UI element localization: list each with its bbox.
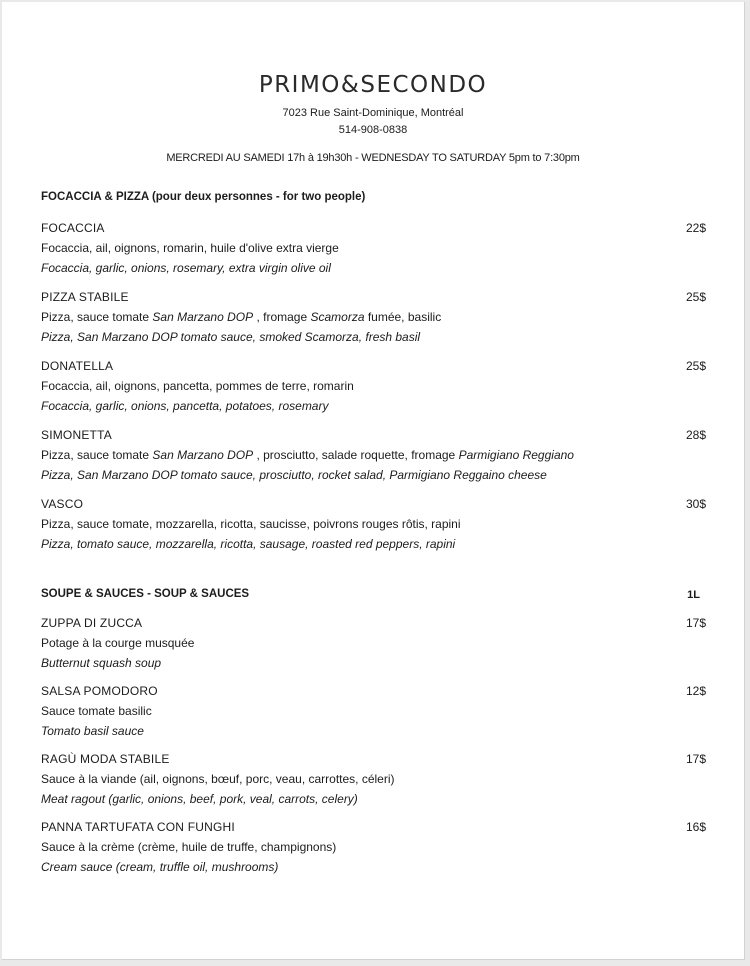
item-description-en: Pizza, San Marzano DOP tomato sauce, smoked Scamorza, fresh basil <box>41 330 421 344</box>
item-name: FOCACCIA <box>41 221 105 235</box>
item-price: 17$ <box>685 752 706 766</box>
item-description-fr: Focaccia, ail, oignons, romarin, huile d'olive extra vierge <box>41 241 339 255</box>
restaurant-phone: 514-908-0838 <box>338 124 408 136</box>
item-name: SIMONETTA <box>41 428 112 442</box>
item-price: 17$ <box>685 616 706 630</box>
item-name: ZUPPA DI ZUCCA <box>41 616 143 630</box>
menu-page <box>2 2 745 960</box>
item-description-fr: Sauce à la viande (ail, oignons, bœuf, porc, veau, carrottes, céleri) <box>41 772 395 786</box>
menu-item <box>41 290 706 344</box>
item-price: 25$ <box>685 290 706 304</box>
item-description-fr: Sauce à la crème (crème, huile de truffe, champignons) <box>41 840 337 854</box>
item-price: 30$ <box>685 497 706 511</box>
section-title-soup-sauces: SOUPE & SAUCES - SOUP & SAUCES <box>41 588 250 600</box>
item-name: DONATELLA <box>41 359 114 373</box>
menu-item <box>41 616 706 670</box>
item-name: PANNA TARTUFATA CON FUNGHI <box>41 820 235 834</box>
item-description-en: Cream sauce (cream, truffle oil, mushrooms) <box>41 860 279 874</box>
item-description-fr: Sauce tomate basilic <box>41 704 152 718</box>
menu-item <box>41 221 706 275</box>
item-price: 12$ <box>685 684 706 698</box>
item-description-en: Focaccia, garlic, onions, rosemary, extra virgin olive oil <box>41 261 331 275</box>
item-description-en: Butternut squash soup <box>41 656 162 670</box>
item-description-fr: Potage à la courge musquée <box>41 636 195 650</box>
item-description-fr: Focaccia, ail, oignons, pancetta, pommes de terre, romarin <box>41 379 354 393</box>
section-title-focaccia-pizza: FOCACCIA & PIZZA (pour deux personnes - for two people) <box>41 191 366 203</box>
menu-item <box>41 428 706 482</box>
item-price: 28$ <box>685 428 706 442</box>
opening-hours: MERCREDI AU SAMEDI 17h à 19h30h - WEDNESDAY TO SATURDAY 5pm to 7:30pm <box>166 152 580 164</box>
item-name: VASCO <box>41 497 84 511</box>
menu-item <box>41 820 706 874</box>
item-description-fr: Pizza, sauce tomate San Marzano DOP , prosciutto, salade roquette, fromage Parmigiano Reggiano <box>41 448 574 462</box>
item-description-en: Focaccia, garlic, onions, pancetta, potatoes, rosemary <box>41 399 329 413</box>
menu-item <box>41 497 706 551</box>
item-description-en: Pizza, tomato sauce, mozzarella, ricotta, sausage, roasted red peppers, rapini <box>41 537 456 551</box>
menu-item <box>41 684 706 738</box>
item-price: 25$ <box>685 359 706 373</box>
item-description-en: Tomato basil sauce <box>41 724 144 738</box>
restaurant-address: 7023 Rue Saint-Dominique, Montréal <box>282 107 464 119</box>
item-description-fr: Pizza, sauce tomate San Marzano DOP , fromage Scamorza fumée, basilic <box>41 310 442 324</box>
item-name: SALSA POMODORO <box>41 684 158 698</box>
item-description-en: Pizza, San Marzano DOP tomato sauce, prosciutto, rocket salad, Parmigiano Reggaino cheese <box>41 468 547 482</box>
restaurant-name: PRIMO&SECONDO <box>258 72 488 98</box>
item-name: PIZZA STABILE <box>41 290 129 304</box>
item-name: RAGÙ MODA STABILE <box>41 752 170 766</box>
item-description-fr: Pizza, sauce tomate, mozzarella, ricotta, saucisse, poivrons rouges rôtis, rapini <box>41 517 461 531</box>
item-price: 16$ <box>685 820 706 834</box>
item-description-en: Meat ragout (garlic, onions, beef, pork, veal, carrots, celery) <box>41 792 358 806</box>
section-unit: 1L <box>687 589 700 601</box>
menu-item <box>41 359 706 413</box>
menu-item <box>41 752 706 806</box>
item-price: 22$ <box>685 221 706 235</box>
